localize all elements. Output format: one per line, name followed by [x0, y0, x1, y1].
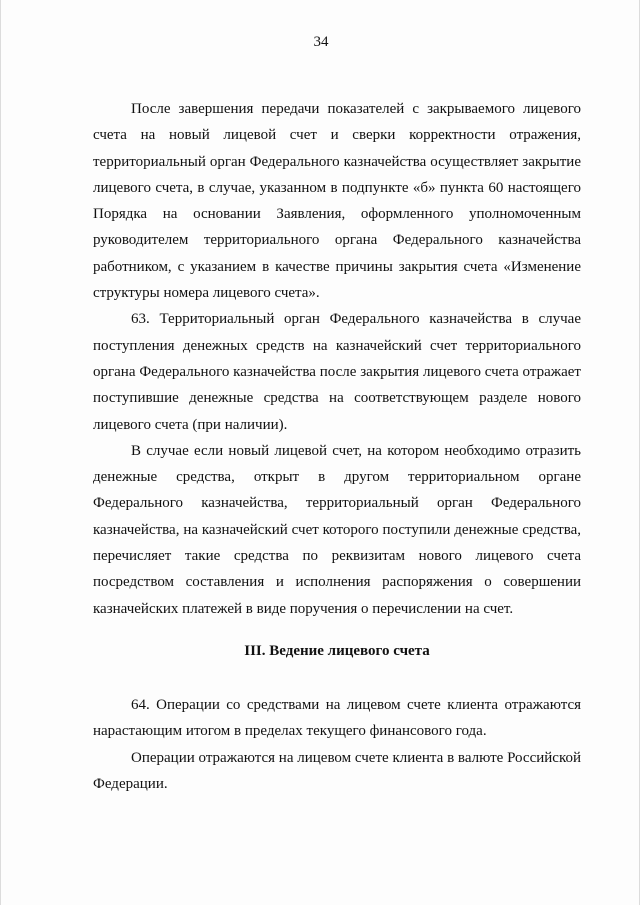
spacer	[93, 622, 581, 638]
paragraph-63: 63. Территориальный орган Федерального казначейства в случае поступления денежных средств на казначейский счет территориального органа Федерального казначейства после закрытия лицевого счета отражает поступившие денежные средства на соответствующем разделе нового лицевого счета (при наличии).	[93, 311, 581, 433]
document-body	[93, 96, 581, 797]
spacer	[93, 664, 581, 692]
paragraph-currency: Операции отражаются на лицевом счете клиента в валюте Российской Федерации.	[93, 749, 581, 792]
section-heading: III. Ведение лицевого счета	[244, 642, 430, 659]
paragraph-other-territorial-body: В случае если новый лицевой счет, на котором необходимо отразить денежные средства, открыт в другом территориальном органе Федерального казначейства, территориальный орган Федерального казначейства, на казначейский счет которого поступили денежные средства, перечисляет такие средства по реквизитам нового лицевого счета посредством составления и исполнения распоряжения о совершении казначейских платежей в виде поручения о перечислении на счет.	[93, 442, 581, 617]
paragraph-64: 64. Операции со средствами на лицевом счете клиента отражаются нарастающим итогом в пределах текущего финансового года.	[93, 696, 581, 740]
paragraph-account-closure: После завершения передачи показателей с закрываемого лицевого счета на новый лицевой счет и сверки корректности отражения, территориальный орган Федерального казначейства осуществляет закрытие лицевого счета, в случае, указанном в подпункте «б» пункта 60 настоящего Порядка на основании Заявления, оформленного уполномоченным руководителем территориального органа Федерального казначейства работником, с указанием в качестве причины закрытия счета «Изменение структуры номера лицевого счета».	[93, 101, 581, 302]
page-number: 34	[313, 34, 329, 50]
